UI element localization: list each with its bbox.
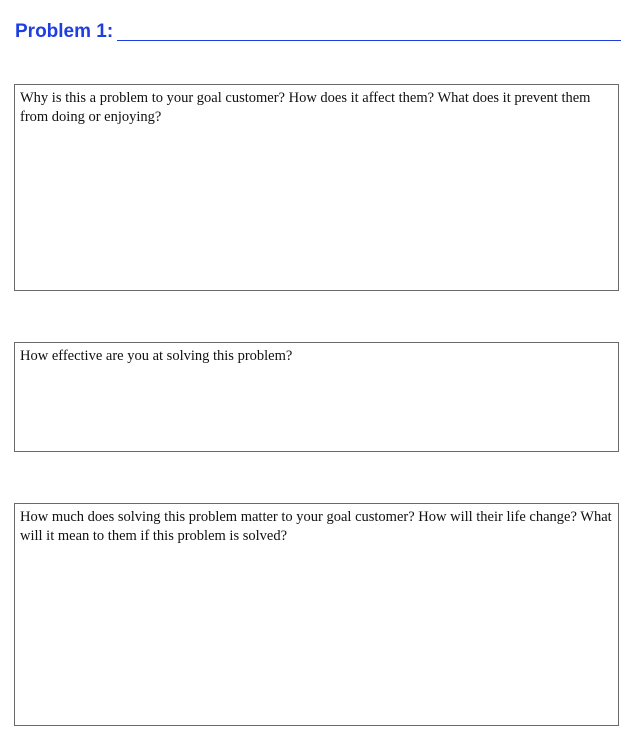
page-title: Problem 1: bbox=[15, 21, 114, 42]
answer-box-effectiveness[interactable] bbox=[14, 342, 619, 452]
answer-box-importance[interactable] bbox=[14, 503, 619, 726]
question-prompt-effectiveness: How effective are you at solving this problem? bbox=[20, 348, 293, 364]
answer-box-problem-impact[interactable] bbox=[14, 84, 619, 291]
title-fill-in-line[interactable] bbox=[117, 40, 621, 41]
problem-header bbox=[15, 20, 621, 44]
question-prompt-importance: How much does solving this problem matter to your goal customer? How will their life change? What will it mean to them if this problem is solved? bbox=[20, 509, 612, 544]
question-prompt-problem-impact: Why is this a problem to your goal customer? How does it affect them? What does it prevent them from doing or enjoying? bbox=[20, 90, 591, 125]
